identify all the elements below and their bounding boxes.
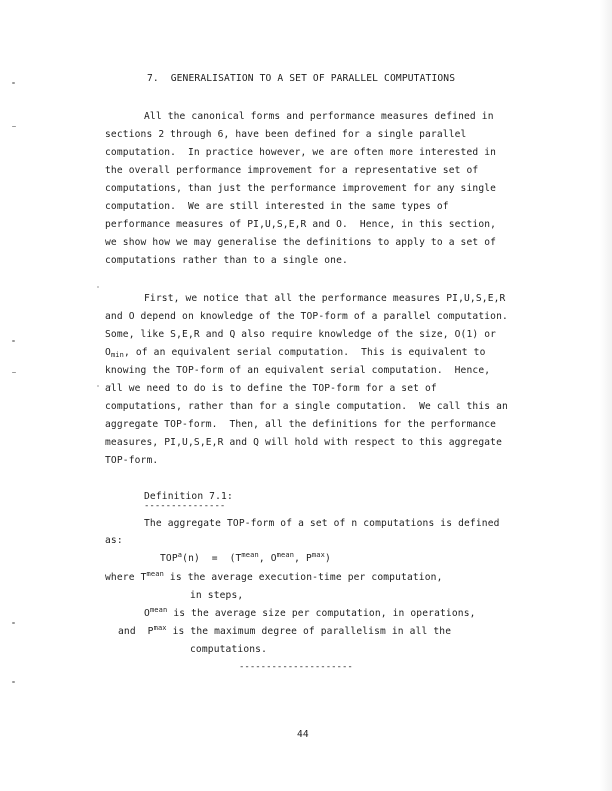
formula-text: , O [258, 553, 277, 564]
definition-end-rule: --------------------- [239, 662, 353, 672]
paragraph-1-line: All the canonical forms and performance measures defined in [144, 111, 494, 122]
margin-mark [12, 622, 15, 624]
formula-text: (n) = (T [182, 553, 242, 564]
line-text: , of an equivalent serial computation. This is equivalent to [124, 347, 486, 358]
definition-label: Definition 7.1: [144, 491, 233, 502]
definition-intro: The aggregate TOP-form of a set of n computations is defined [144, 518, 500, 529]
margin-mark [12, 681, 15, 683]
t-description-cont: in steps, [190, 590, 244, 601]
margin-dot [97, 385, 99, 387]
margin-mark [12, 82, 15, 84]
o-min-subscript: min [110, 351, 125, 359]
aggregate-formula [160, 553, 331, 565]
formula-t-sup: mean [241, 551, 259, 559]
paragraph-2-line: computations, rather than for a single computation. We call this an [105, 401, 508, 412]
formula-lhs: TOP [160, 553, 178, 564]
p-symbol: P [147, 626, 154, 637]
t-symbol: T [140, 572, 147, 583]
paragraph-2-line: aggregate TOP-form. Then, all the definitions for the performance [105, 419, 497, 430]
formula-o-sup: mean [276, 551, 295, 559]
paragraph-1-line: computations rather than to a single one. [105, 255, 348, 266]
paragraph-2-line: First, we notice that all the performance measures PI,U,S,E,R [144, 293, 506, 304]
formula-text: , P [294, 553, 312, 564]
formula-text: ) [325, 553, 331, 564]
p-description: is the maximum degree of parallelism in all the [172, 626, 452, 637]
o-symbol: O [144, 608, 150, 619]
paragraph-2-line: measures, PI,U,S,E,R and Q will hold with respect to this aggregate [105, 437, 503, 448]
paragraph-2-line: and O depend on knowledge of the TOP-form of a parallel computation. [105, 311, 508, 322]
paragraph-1-line: the overall performance improvement for a representative set of [105, 165, 479, 176]
paragraph-2-line: Some, like S,E,R and Q also require knowledge of the size, O(1) or [105, 329, 497, 340]
margin-dot [97, 286, 99, 288]
paragraph-2-line: knowing the TOP-form of an equivalent serial computation. Hence, [105, 365, 491, 376]
o-min-base: O [105, 347, 111, 358]
formula-lhs-sup: a [177, 551, 183, 559]
page-number: 44 [297, 729, 309, 740]
where-word: where [105, 572, 135, 583]
paragraph-2-line: TOP-form. [105, 455, 159, 466]
o-sup: mean [149, 606, 168, 614]
definition-underline: --------------- [144, 501, 226, 511]
paragraph-1-line: performance measures of PI,U,S,E,R and O. Hence, in this section, [105, 219, 497, 230]
paragraph-1-line: computation. In practice however, we are often more interested in [105, 147, 497, 158]
page-edge-shadow [600, 0, 612, 791]
paragraph-1-line: computation. We are still interested in the same types of [105, 201, 449, 212]
p-sup: max [153, 624, 167, 632]
where-line-t [105, 572, 443, 584]
t-sup: mean [146, 570, 164, 578]
paragraph-2-line [105, 347, 486, 359]
where-line-o [144, 608, 476, 620]
t-description: is the average execution-time per computation, [169, 572, 443, 583]
p-description-cont: computations. [190, 644, 268, 655]
formula-p-sup: max [311, 551, 326, 559]
margin-mark [12, 372, 16, 373]
definition-intro: as: [105, 535, 123, 546]
o-description: is the average size per computation, in operations, [173, 608, 476, 619]
paragraph-1-line: computations, than just the performance improvement for any single [105, 183, 497, 194]
section-heading: 7. GENERALISATION TO A SET OF PARALLEL COMPUTATIONS [147, 73, 456, 84]
paragraph-1-line: sections 2 through 6, have been defined for a single parallel [105, 129, 467, 140]
margin-mark [12, 340, 15, 342]
paragraph-2-line: all we need to do is to define the TOP-form for a set of [105, 383, 437, 394]
and-word: and [118, 626, 136, 637]
paragraph-1-line: we show how we may generalise the definitions to apply to a set of [105, 237, 497, 248]
margin-mark [12, 126, 16, 127]
where-line-p [118, 626, 451, 638]
